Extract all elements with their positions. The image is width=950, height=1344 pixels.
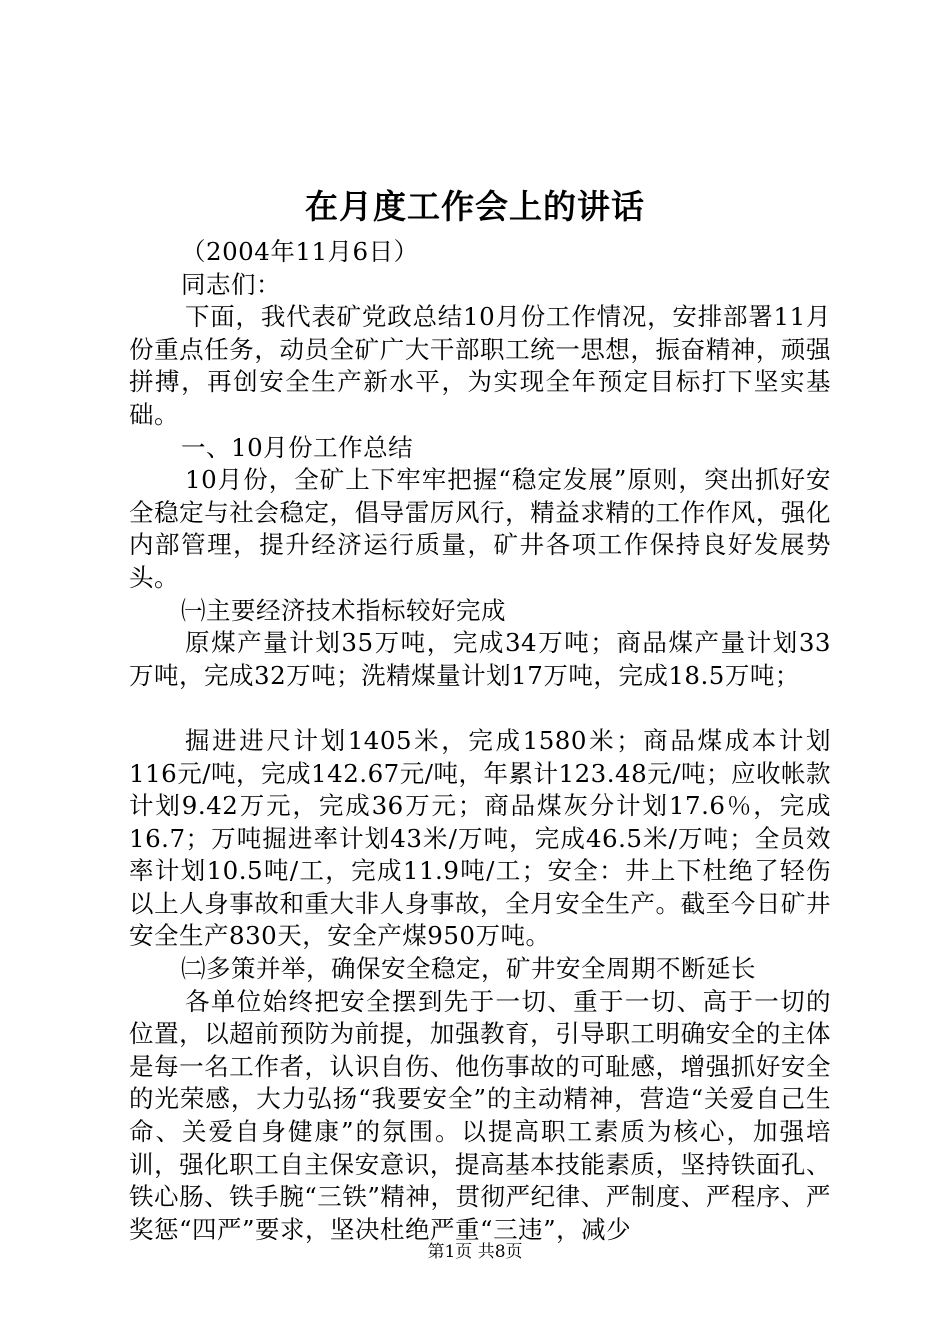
blank-line xyxy=(129,692,831,725)
salutation: 同志们： xyxy=(181,269,281,299)
section-1-paragraph: 10月份，全矿上下牢牢把握“稳定发展”原则，突出抓好安全稳定与社会稳定，倡导雷厉风行，精益求精的工作作风，强化内部管理，提升经济运行质量，矿井各项工作保持良好发展势头。 xyxy=(129,465,831,592)
indicators-paragraph-b: 掘进进尺计划1405米，完成1580米；商品煤成本计划116元/吨，完成142.67元/吨，年累计123.48元/吨；应收帐款计划9.42万元，完成36万元；商品煤灰分计划17.6％，完成16.7；万吨掘进率计划43米/万吨，完成46.5米/万吨；全员效率计划10.5吨/工，完成11.9吨/工；安全：井上下杜绝了轻伤以上人身事故和重大非人身事故，全月安全生产。截至今日矿井安全生产830天，安全产煤950万吨。 xyxy=(129,725,831,951)
date-line: （2004年11月6日） xyxy=(181,237,419,266)
intro-paragraph: 下面，我代表矿党政总结10月份工作情况，安排部署11月份重点任务，动员全矿广大干部职工统一思想，振奋精神，顽强拼搏，再创安全生产新水平，为实现全年预定目标打下坚实基础。 xyxy=(129,302,831,429)
section-heading-1: 一、10月份工作总结 xyxy=(181,432,414,462)
safety-paragraph: 各单位始终把安全摆到先于一切、重于一切、高于一切的位置，以超前预防为前提，加强教育，引导职工明确安全的主体是每一名工作者，认识自伤、他伤事故的可耻感，增强抓好安全的光荣感，大力弘扬“我要安全”的主动精神，营造“关爱自己生命、关爱自身健康”的氛围。以提高职工素质为核心，加强培训，强化职工自主保安意识，提高基本技能素质，坚持铁面孔、铁心肠、铁手腕“三铁”精神，贯彻严纪律、严制度、严程序、严奖惩“四严”要求，坚决杜绝严重“三违”，减少 xyxy=(129,986,831,1244)
indicators-paragraph-a: 原煤产量计划35万吨，完成34万吨；商品煤产量计划33万吨，完成32万吨；洗精煤量计划17万吨，完成18.5万吨； xyxy=(129,628,831,690)
page-number-footer: 第1页 共8页 xyxy=(427,1242,523,1262)
document-body xyxy=(129,236,831,1246)
document-title: 在月度工作会上的讲话 xyxy=(305,187,645,226)
subsection-heading-2: ㈡多策并举，确保安全稳定，矿井安全周期不断延长 xyxy=(181,954,756,984)
subsection-heading-1: ㈠主要经济技术指标较好完成 xyxy=(181,595,506,625)
